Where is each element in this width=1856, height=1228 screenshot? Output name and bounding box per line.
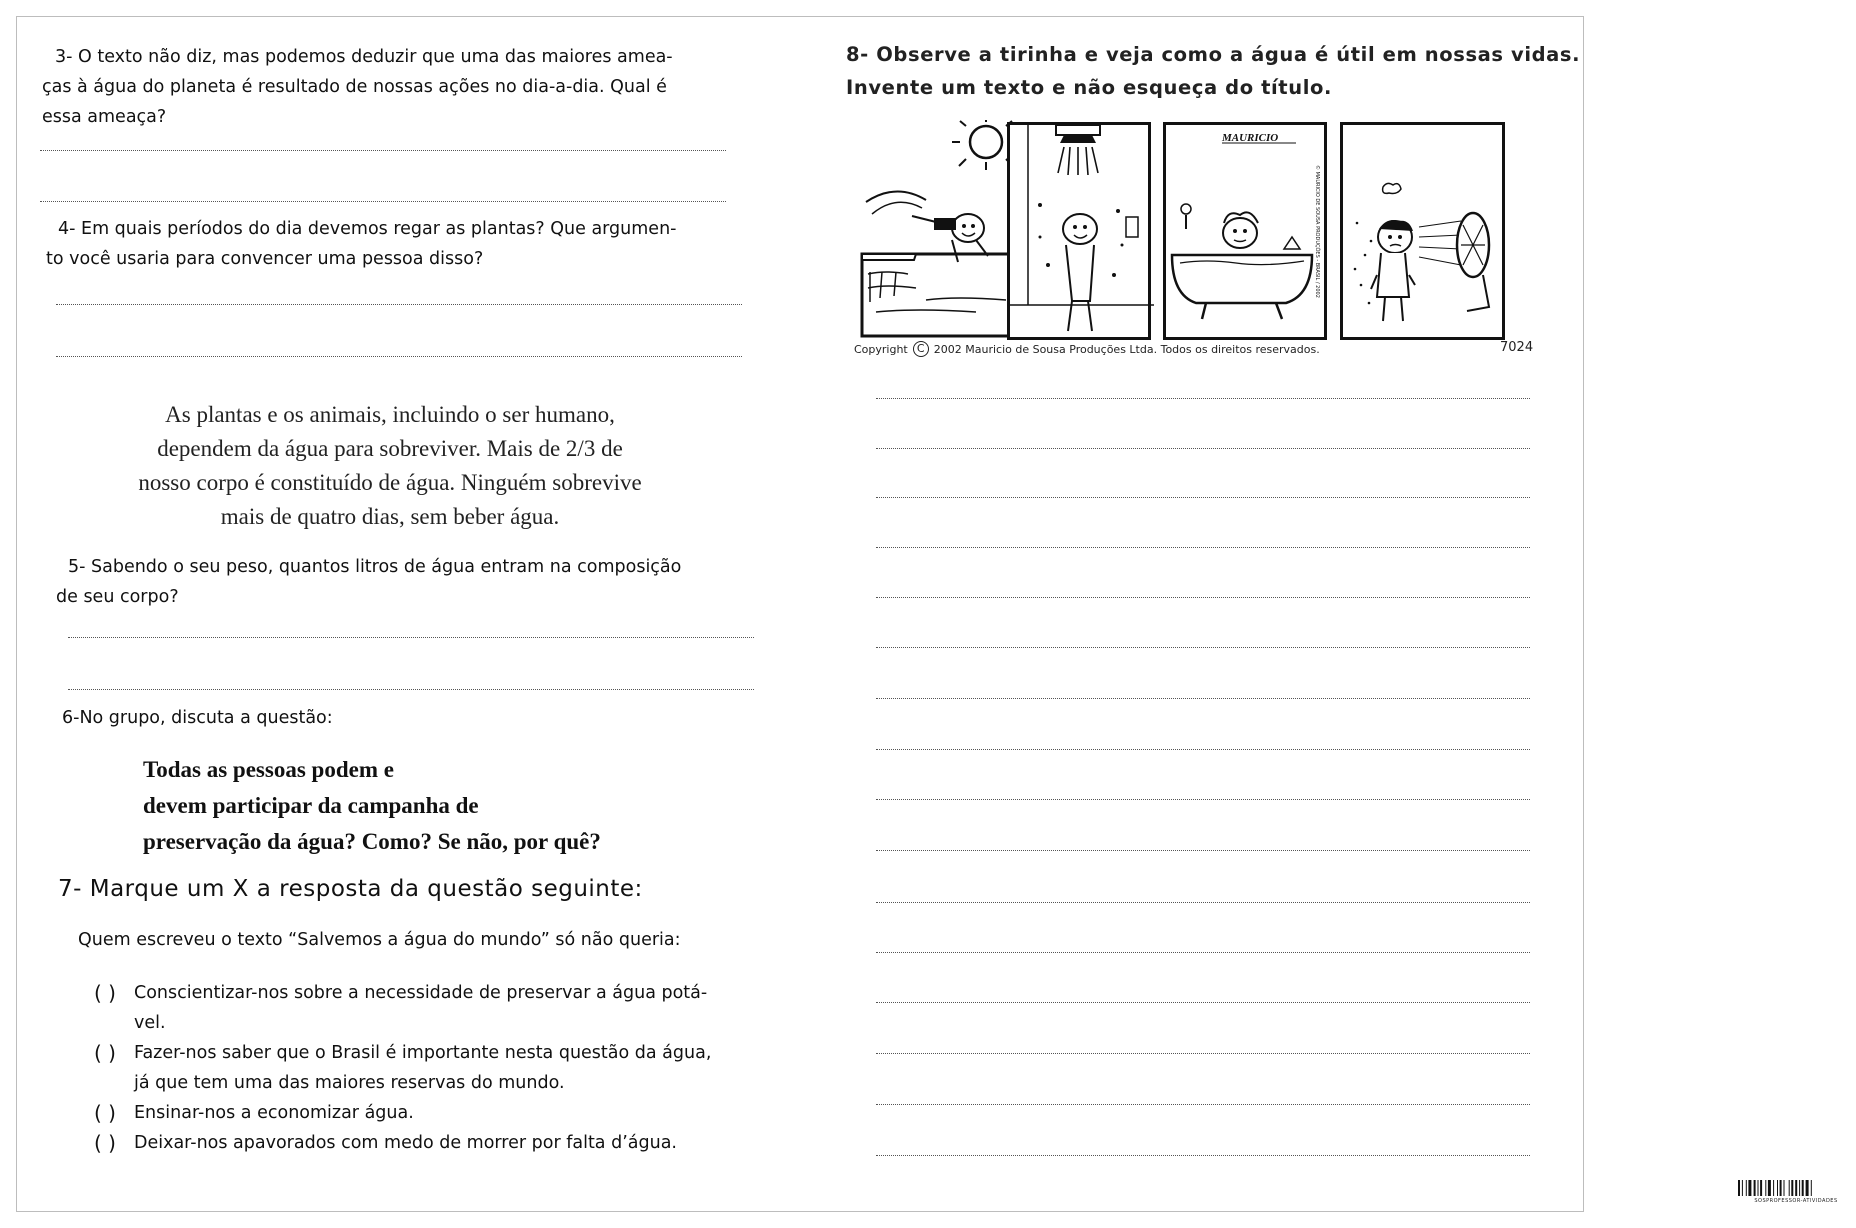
writing-line-10[interactable] [876, 850, 1530, 851]
option-2-line-1: Fazer-nos saber que o Brasil é importante nesta questão da água, [134, 1043, 712, 1063]
question-8-line-1: 8- Observe a tirinha e veja como a água é útil em nossas vidas. [846, 43, 1581, 66]
writing-line-4[interactable] [876, 547, 1530, 548]
barcode-text: SOSPROFESSOR-ATIVIDADES [1754, 1198, 1838, 1204]
signature-text: MAURICIO [1222, 132, 1279, 144]
option-1-checkbox[interactable]: ( ) [94, 981, 116, 1005]
passage-line-3: nosso corpo é constituído de água. Ninguém sobrevive [138, 470, 642, 495]
question-6-line-1: Todas as pessoas podem e [143, 757, 394, 782]
bathtub-boy-illustration [1166, 125, 1330, 343]
writing-line-16[interactable] [876, 1155, 1530, 1156]
option-1-line-2: vel. [134, 1013, 166, 1033]
writing-line-3[interactable] [876, 497, 1530, 498]
fan-boy-illustration [1343, 125, 1508, 343]
option-4-checkbox[interactable]: ( ) [94, 1131, 116, 1155]
comic-panel-2 [1007, 122, 1151, 340]
question-5 [56, 552, 758, 612]
shower-boy-illustration [1010, 125, 1154, 343]
question-8 [846, 38, 1580, 104]
passage-line-1: As plantas e os animais, incluindo o ser humano, [165, 402, 615, 427]
comic-panel-4 [1340, 122, 1505, 340]
question-3-line-2: ças à água do planeta é resultado de nossas ações no dia-a-dia. Qual é [42, 77, 667, 97]
question-4-line-2: to você usaria para convencer uma pessoa disso? [46, 249, 484, 269]
writing-line-8[interactable] [876, 749, 1530, 750]
info-passage [70, 398, 710, 534]
copyright-text: 2002 Mauricio de Sousa Produções Ltda. Todos os direitos reservados. [933, 342, 1320, 356]
writing-line-5[interactable] [876, 597, 1530, 598]
option-3[interactable] [94, 1098, 754, 1128]
writing-line-2[interactable] [876, 448, 1530, 449]
writing-line-15[interactable] [876, 1104, 1530, 1105]
barcode [1736, 1180, 1856, 1212]
question-7-question: Quem escreveu o texto “Salvemos a água do mundo” só não queria: [78, 930, 681, 950]
option-1[interactable] [94, 978, 754, 1038]
diving-boy-illustration [856, 122, 1021, 340]
passage-line-4: mais de quatro dias, sem beber água. [220, 504, 560, 529]
writing-line-7[interactable] [876, 698, 1530, 699]
copyright-prefix: Copyright [854, 342, 908, 356]
copyright-notice [854, 341, 1320, 357]
comic-panel-1 [856, 122, 1021, 340]
writing-line-6[interactable] [876, 647, 1530, 648]
writing-line-14[interactable] [876, 1053, 1530, 1054]
question-8-line-2: Invente um texto e não esqueça do título. [846, 76, 1333, 99]
answer-line-5a[interactable] [68, 637, 754, 638]
answer-line-3b[interactable] [40, 201, 726, 202]
comic-panel-3 [1163, 122, 1327, 340]
question-4-line-1: 4- Em quais períodos do dia devemos regar as plantas? Que argumen- [58, 219, 677, 239]
answer-line-4a[interactable] [56, 304, 742, 305]
option-4-line-1: Deixar-nos apavorados com medo de morrer por falta d’água. [134, 1133, 677, 1153]
question-6-prompt: 6-No grupo, discuta a questão: [62, 708, 333, 728]
question-7-title: 7- Marque um X a resposta da questão seguinte: [58, 876, 643, 902]
option-3-line-1: Ensinar-nos a economizar água. [134, 1103, 414, 1123]
option-1-line-1: Conscientizar-nos sobre a necessidade de preservar a água potá- [134, 983, 708, 1003]
comic-strip [850, 118, 1550, 343]
writing-line-11[interactable] [876, 902, 1530, 903]
question-3-line-1: 3- O texto não diz, mas podemos deduzir que uma das maiores amea- [55, 47, 673, 67]
question-3-line-3: essa ameaça? [42, 107, 167, 127]
option-2-checkbox[interactable]: ( ) [94, 1041, 116, 1065]
question-5-line-2: de seu corpo? [56, 587, 179, 607]
writing-line-9[interactable] [876, 799, 1530, 800]
side-credit-text: © MAURICIO DE SOUSA PRODUÇÕES - BRASIL / 2002 [1314, 165, 1320, 298]
comic-code: 7024 [1500, 340, 1534, 355]
question-6-line-2: devem participar da campanha de [143, 793, 479, 818]
question-6-statement [143, 752, 703, 860]
question-6-line-3: preservação da água? Como? Se não, por quê? [143, 829, 601, 854]
option-3-checkbox[interactable]: ( ) [94, 1101, 116, 1125]
question-3 [42, 42, 735, 132]
answer-line-3a[interactable] [40, 150, 726, 151]
option-2-line-2: já que tem uma das maiores reservas do mundo. [134, 1073, 565, 1093]
option-2[interactable] [94, 1038, 754, 1098]
passage-line-2: dependem da água para sobreviver. Mais de 2/3 de [157, 436, 623, 461]
writing-line-13[interactable] [876, 1002, 1530, 1003]
answer-line-4b[interactable] [56, 356, 742, 357]
copyright-icon: C [913, 341, 929, 357]
question-5-line-1: 5- Sabendo o seu peso, quantos litros de água entram na composição [68, 557, 682, 577]
question-4 [46, 214, 748, 274]
writing-line-12[interactable] [876, 952, 1530, 953]
option-4[interactable] [94, 1128, 754, 1158]
writing-line-1[interactable] [876, 398, 1530, 399]
answer-line-5b[interactable] [68, 689, 754, 690]
